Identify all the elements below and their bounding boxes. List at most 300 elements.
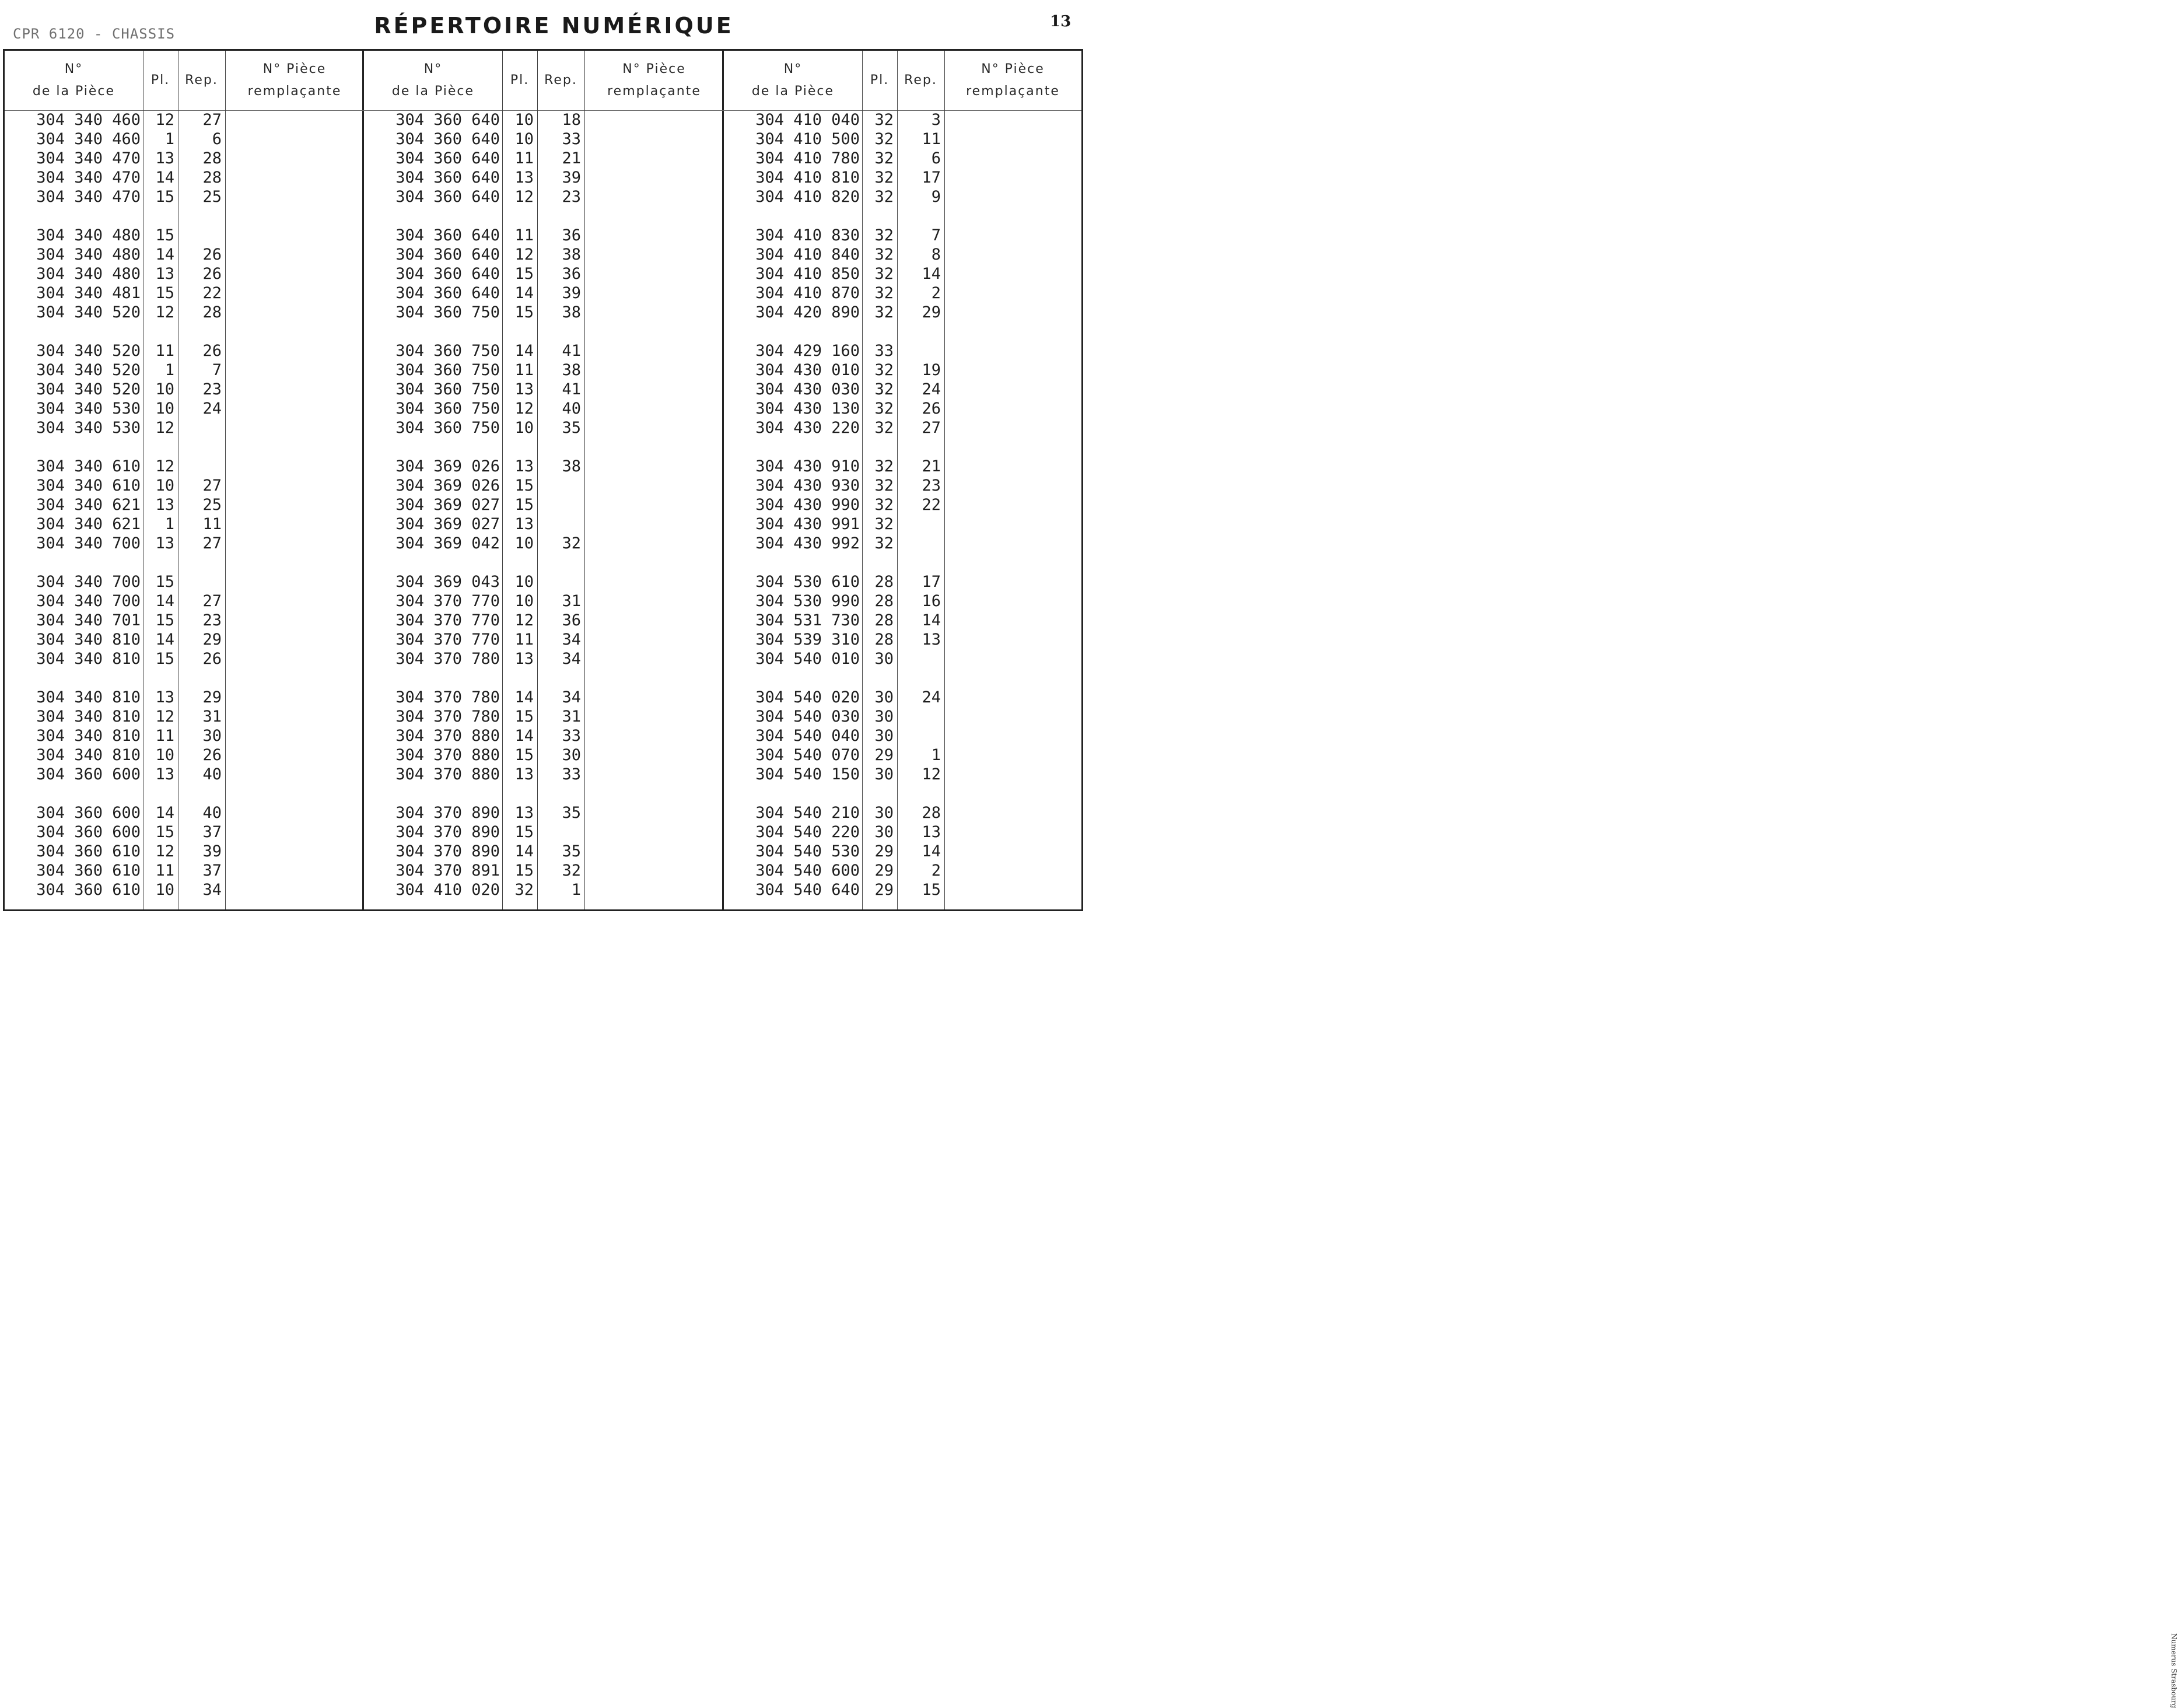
part-number-cell: 304 360 640: [395, 130, 500, 148]
table-row: [724, 457, 1081, 476]
table-row: [5, 303, 362, 322]
table-row: [5, 822, 362, 842]
replacement-cell: [590, 649, 718, 668]
plate-cell: 13: [155, 688, 174, 706]
plate-cell: 32: [874, 169, 894, 187]
reference-cell: 31: [562, 592, 581, 610]
part-number-cell: 304 360 640: [395, 246, 500, 264]
plate-cell: 29: [874, 862, 894, 880]
table-row: [364, 457, 722, 476]
plate-cell: 30: [874, 765, 894, 783]
table-row: [724, 765, 1081, 784]
header-replacement-part: [584, 51, 724, 110]
replacement-cell: [950, 880, 1076, 900]
plate-cell: 10: [155, 400, 174, 418]
plate-cell: 10: [155, 477, 174, 495]
header-part-number-text: de la Pièce: [391, 84, 475, 99]
replacement-cell: [231, 861, 358, 880]
replacement-cell: [950, 534, 1076, 553]
plate-cell: 32: [874, 130, 894, 148]
table-row: [724, 418, 1081, 438]
table-row: [364, 149, 722, 168]
plate-cell: 29: [874, 842, 894, 860]
reference-cell: 37: [202, 823, 222, 841]
plate-cell: 30: [874, 804, 894, 822]
reference-cell: 33: [562, 727, 581, 745]
replacement-cell: [950, 688, 1076, 707]
table-row: [5, 457, 362, 476]
part-number-cell: 304 340 470: [36, 188, 141, 206]
replacement-cell: [231, 707, 358, 726]
table-row: [364, 303, 722, 322]
table-row: [5, 187, 362, 206]
reference-cell: 38: [562, 361, 581, 379]
reference-cell: 34: [562, 688, 581, 706]
header-part-number-text: N°: [423, 62, 443, 76]
reference-cell: [178, 418, 222, 438]
plate-cell: 32: [874, 246, 894, 264]
part-number-cell: 304 360 600: [36, 804, 141, 822]
reference-cell: 26: [202, 246, 222, 264]
reference-cell: [897, 341, 941, 360]
table-row: [5, 380, 362, 399]
plate-cell: 13: [514, 515, 534, 533]
table-row: [724, 572, 1081, 592]
replacement-cell: [590, 495, 718, 514]
plate-cell: 12: [155, 419, 174, 437]
table-row: [724, 861, 1081, 880]
replacement-cell: [231, 264, 358, 284]
plate-cell: 10: [155, 380, 174, 398]
reference-cell: 27: [922, 419, 941, 437]
reference-cell: 25: [202, 188, 222, 206]
table-row: [724, 187, 1081, 206]
plate-cell: 1: [164, 515, 174, 533]
reference-cell: 13: [922, 631, 941, 649]
replacement-cell: [590, 149, 718, 168]
part-number-cell: 304 369 027: [395, 515, 500, 533]
table-row: [724, 726, 1081, 746]
replacement-cell: [590, 457, 718, 476]
reference-cell: 32: [562, 862, 581, 880]
replacement-cell: [231, 360, 358, 380]
header-part-number: [5, 51, 143, 110]
table-row: [5, 226, 362, 245]
table-row: [5, 572, 362, 592]
part-number-cell: 304 340 700: [36, 573, 141, 591]
plate-cell: 15: [514, 265, 534, 283]
plate-cell: 15: [514, 823, 534, 841]
replacement-cell: [590, 226, 718, 245]
part-number-cell: 304 340 520: [36, 342, 141, 360]
reference-cell: 12: [922, 765, 941, 783]
table-row: [724, 399, 1081, 418]
part-number-cell: 304 540 010: [755, 650, 860, 668]
table-row: [5, 360, 362, 380]
part-number-cell: 304 430 991: [755, 515, 860, 533]
header-replacement-part-text: remplaçante: [607, 84, 701, 99]
replacement-cell: [950, 476, 1076, 495]
replacement-cell: [231, 880, 358, 900]
replacement-cell: [590, 360, 718, 380]
replacement-cell: [231, 765, 358, 784]
replacement-cell: [231, 187, 358, 206]
plate-cell: 14: [514, 727, 534, 745]
table-panel-1: [5, 51, 364, 909]
replacement-cell: [950, 360, 1076, 380]
replacement-cell: [950, 630, 1076, 649]
part-number-cell: 304 340 520: [36, 303, 141, 321]
replacement-cell: [231, 803, 358, 822]
part-number-cell: 304 370 890: [395, 823, 500, 841]
table-row: [364, 130, 722, 149]
plate-cell: 29: [874, 746, 894, 764]
part-number-cell: 304 420 890: [755, 303, 860, 321]
part-number-cell: 304 340 810: [36, 708, 141, 726]
reference-cell: 6: [212, 130, 222, 148]
reference-cell: 38: [562, 303, 581, 321]
reference-cell: 8: [931, 246, 941, 264]
reference-cell: [897, 726, 941, 746]
replacement-cell: [231, 457, 358, 476]
reference-cell: 27: [202, 592, 222, 610]
reference-cell: 38: [562, 246, 581, 264]
plate-cell: 10: [155, 746, 174, 764]
plate-cell: 32: [874, 149, 894, 167]
replacement-cell: [231, 245, 358, 264]
replacement-cell: [950, 592, 1076, 611]
replacement-cell: [950, 110, 1076, 130]
part-number-cell: 304 340 470: [36, 169, 141, 187]
reference-cell: 35: [562, 804, 581, 822]
replacement-cell: [590, 861, 718, 880]
part-number-cell: 304 369 026: [395, 477, 500, 495]
plate-cell: 32: [874, 419, 894, 437]
part-number-cell: 304 340 470: [36, 149, 141, 167]
reference-cell: 24: [922, 380, 941, 398]
plate-cell: 32: [874, 400, 894, 418]
table-row: [724, 514, 1081, 534]
reference-cell: 32: [562, 534, 581, 552]
replacement-cell: [231, 514, 358, 534]
table-row: [364, 803, 722, 822]
replacement-cell: [231, 341, 358, 360]
plate-cell: 15: [514, 862, 534, 880]
part-number-cell: 304 360 640: [395, 284, 500, 302]
reference-cell: [178, 572, 222, 592]
plate-cell: 11: [155, 727, 174, 745]
reference-cell: 30: [202, 727, 222, 745]
part-number-cell: 304 360 610: [36, 862, 141, 880]
table-row: [724, 822, 1081, 842]
reference-cell: 26: [202, 342, 222, 360]
header-plate: [862, 51, 897, 110]
table-panel-3: [724, 51, 1081, 909]
plate-cell: 13: [155, 149, 174, 167]
plate-cell: 14: [155, 169, 174, 187]
page-number: 13: [1050, 13, 1072, 30]
plate-cell: 11: [155, 862, 174, 880]
replacement-cell: [590, 534, 718, 553]
reference-cell: 30: [562, 746, 581, 764]
reference-cell: 26: [202, 650, 222, 668]
table-row: [364, 399, 722, 418]
replacement-cell: [590, 765, 718, 784]
table-row: [5, 399, 362, 418]
part-number-cell: 304 340 610: [36, 477, 141, 495]
reference-cell: 39: [562, 284, 581, 302]
page-title: RÉPERTOIRE NUMÉRIQUE: [374, 13, 734, 38]
table-row: [724, 495, 1081, 514]
reference-cell: 25: [202, 496, 222, 514]
replacement-cell: [590, 110, 718, 130]
reference-cell: [178, 457, 222, 476]
header-plate-text: Pl.: [870, 73, 890, 88]
reference-cell: 26: [202, 746, 222, 764]
table-row: [5, 688, 362, 707]
replacement-cell: [950, 284, 1076, 303]
table-row: [724, 245, 1081, 264]
table-row: [5, 707, 362, 726]
table-row: [364, 630, 722, 649]
part-number-cell: 304 369 026: [395, 457, 500, 475]
reference-cell: 3: [931, 111, 941, 129]
replacement-cell: [231, 380, 358, 399]
reference-cell: 18: [562, 111, 581, 129]
plate-cell: 10: [514, 419, 534, 437]
plate-cell: 14: [514, 688, 534, 706]
replacement-cell: [950, 649, 1076, 668]
part-number-cell: 304 410 840: [755, 246, 860, 264]
table-row: [5, 495, 362, 514]
replacement-cell: [590, 746, 718, 765]
part-number-cell: 304 430 030: [755, 380, 860, 398]
table-header: [364, 51, 722, 110]
reference-cell: 31: [562, 708, 581, 726]
part-number-cell: 304 340 810: [36, 650, 141, 668]
replacement-cell: [950, 861, 1076, 880]
part-number-cell: 304 360 640: [395, 169, 500, 187]
table-row: [364, 476, 722, 495]
part-number-cell: 304 429 160: [755, 342, 860, 360]
plate-cell: 32: [874, 380, 894, 398]
plate-cell: 12: [514, 400, 534, 418]
reference-cell: 41: [562, 342, 581, 360]
part-number-cell: 304 360 750: [395, 400, 500, 418]
replacement-cell: [590, 168, 718, 187]
plate-cell: 13: [155, 496, 174, 514]
replacement-cell: [590, 514, 718, 534]
header-part-number: [724, 51, 862, 110]
part-number-cell: 304 360 640: [395, 111, 500, 129]
part-number-cell: 304 370 891: [395, 862, 500, 880]
plate-cell: 32: [874, 457, 894, 475]
reference-cell: [897, 649, 941, 668]
plate-cell: 28: [874, 631, 894, 649]
part-number-cell: 304 370 770: [395, 592, 500, 610]
table-row: [364, 495, 722, 514]
replacement-cell: [590, 592, 718, 611]
reference-cell: 15: [922, 881, 941, 899]
replacement-cell: [231, 842, 358, 861]
part-number-cell: 304 410 820: [755, 188, 860, 206]
reference-cell: [537, 572, 581, 592]
part-number-cell: 304 340 810: [36, 727, 141, 745]
plate-cell: 13: [155, 765, 174, 783]
replacement-cell: [950, 226, 1076, 245]
plate-cell: 15: [155, 611, 174, 629]
table-row: [364, 611, 722, 630]
reference-cell: 36: [562, 611, 581, 629]
plate-cell: 32: [874, 534, 894, 552]
part-number-cell: 304 410 870: [755, 284, 860, 302]
table-row: [5, 746, 362, 765]
part-number-cell: 304 540 040: [755, 727, 860, 745]
part-number-cell: 304 340 700: [36, 592, 141, 610]
plate-cell: 13: [514, 169, 534, 187]
replacement-cell: [950, 803, 1076, 822]
replacement-cell: [590, 264, 718, 284]
replacement-cell: [231, 168, 358, 187]
plate-cell: 12: [514, 246, 534, 264]
plate-cell: 32: [874, 303, 894, 321]
part-number-cell: 304 430 910: [755, 457, 860, 475]
plate-cell: 10: [514, 573, 534, 591]
table-row: [364, 746, 722, 765]
plate-cell: 14: [155, 631, 174, 649]
header-reference-text: Rep.: [544, 73, 577, 88]
reference-cell: [897, 534, 941, 553]
part-number-cell: 304 530 990: [755, 592, 860, 610]
plate-cell: 12: [155, 708, 174, 726]
table-row: [724, 264, 1081, 284]
plate-cell: 13: [155, 534, 174, 552]
reference-cell: 34: [562, 631, 581, 649]
plate-cell: 28: [874, 611, 894, 629]
reference-cell: 14: [922, 265, 941, 283]
reference-cell: 21: [922, 457, 941, 475]
table-row: [724, 110, 1081, 130]
plate-cell: 32: [874, 188, 894, 206]
replacement-cell: [590, 418, 718, 438]
replacement-cell: [231, 149, 358, 168]
part-number-cell: 304 410 040: [755, 111, 860, 129]
plate-cell: 13: [514, 804, 534, 822]
table-row: [364, 264, 722, 284]
reference-cell: 26: [922, 400, 941, 418]
plate-cell: 15: [155, 284, 174, 302]
part-number-cell: 304 531 730: [755, 611, 860, 629]
plate-cell: 14: [514, 284, 534, 302]
table-row: [5, 418, 362, 438]
replacement-cell: [231, 592, 358, 611]
plate-cell: 10: [514, 534, 534, 552]
plate-cell: 32: [874, 111, 894, 129]
table-row: [724, 630, 1081, 649]
replacement-cell: [950, 746, 1076, 765]
document-reference: CPR 6120 - CHASSIS: [13, 26, 176, 42]
reference-cell: 34: [562, 650, 581, 668]
replacement-cell: [590, 726, 718, 746]
table-row: [5, 534, 362, 553]
part-number-cell: 304 370 890: [395, 804, 500, 822]
plate-cell: 15: [155, 650, 174, 668]
reference-cell: 23: [922, 477, 941, 495]
header-part-number-text: de la Pièce: [32, 84, 115, 99]
reference-cell: [178, 226, 222, 245]
table-row: [5, 842, 362, 861]
parts-index-table: [3, 49, 1083, 911]
reference-cell: 17: [922, 169, 941, 187]
table-row: [364, 380, 722, 399]
table-row: [5, 726, 362, 746]
plate-cell: 30: [874, 708, 894, 726]
part-number-cell: 304 540 210: [755, 804, 860, 822]
part-number-cell: 304 540 220: [755, 823, 860, 841]
plate-cell: 13: [514, 380, 534, 398]
part-number-cell: 304 340 610: [36, 457, 141, 475]
plate-cell: 32: [874, 226, 894, 244]
part-number-cell: 304 360 750: [395, 303, 500, 321]
table-row: [364, 341, 722, 360]
reference-cell: [537, 822, 581, 842]
header-part-number-text: N°: [783, 62, 803, 76]
part-number-cell: 304 539 310: [755, 631, 860, 649]
plate-cell: 11: [514, 226, 534, 244]
reference-cell: 31: [202, 708, 222, 726]
replacement-cell: [590, 707, 718, 726]
part-number-cell: 304 430 220: [755, 419, 860, 437]
part-number-cell: 304 370 770: [395, 631, 500, 649]
header-replacement-part-text: N° Pièce: [262, 62, 327, 76]
header-reference: [178, 51, 225, 110]
table-row: [724, 284, 1081, 303]
part-number-cell: 304 540 150: [755, 765, 860, 783]
replacement-cell: [231, 284, 358, 303]
table-row: [364, 187, 722, 206]
part-number-cell: 304 360 640: [395, 188, 500, 206]
replacement-cell: [231, 611, 358, 630]
part-number-cell: 304 360 750: [395, 342, 500, 360]
reference-cell: 41: [562, 380, 581, 398]
table-row: [364, 880, 722, 900]
table-row: [724, 534, 1081, 553]
part-number-cell: 304 360 750: [395, 361, 500, 379]
table-row: [364, 245, 722, 264]
part-number-cell: 304 360 640: [395, 149, 500, 167]
table-row: [5, 514, 362, 534]
replacement-cell: [231, 534, 358, 553]
table-row: [5, 245, 362, 264]
replacement-cell: [231, 822, 358, 842]
table-row: [724, 149, 1081, 168]
table-row: [364, 534, 722, 553]
part-number-cell: 304 540 030: [755, 708, 860, 726]
replacement-cell: [231, 630, 358, 649]
part-number-cell: 304 410 850: [755, 265, 860, 283]
header-replacement-part: [944, 51, 1081, 110]
part-number-cell: 304 540 020: [755, 688, 860, 706]
plate-cell: 15: [514, 746, 534, 764]
plate-cell: 30: [874, 688, 894, 706]
part-number-cell: 304 370 880: [395, 727, 500, 745]
plate-cell: 32: [514, 881, 534, 899]
table-row: [724, 611, 1081, 630]
replacement-cell: [231, 476, 358, 495]
reference-cell: 40: [202, 765, 222, 783]
part-number-cell: 304 340 480: [36, 265, 141, 283]
replacement-cell: [590, 842, 718, 861]
